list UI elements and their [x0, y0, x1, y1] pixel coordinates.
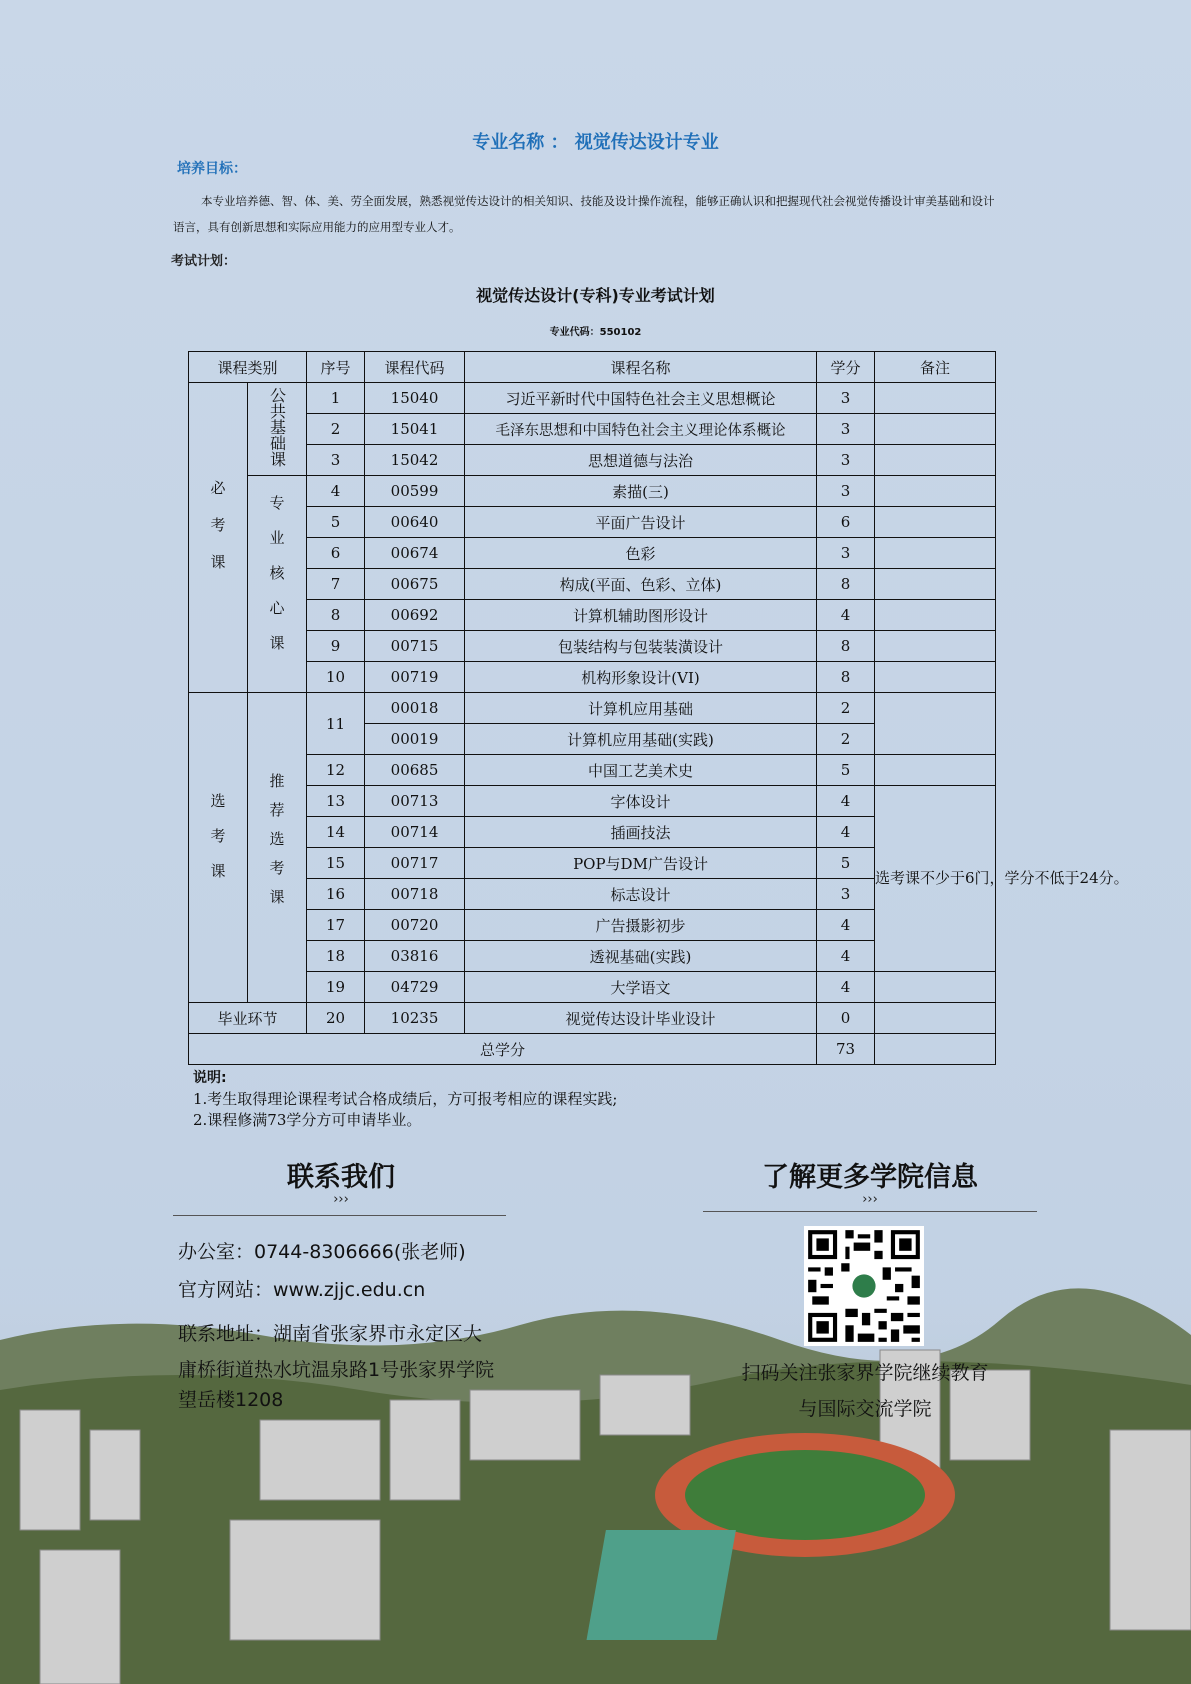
group-required: 必考课	[189, 383, 248, 693]
header-category: 课程类别	[189, 352, 307, 383]
plan-title: 视觉传达设计(专科)专业考试计划	[476, 286, 715, 305]
group-graduation: 毕业环节	[189, 1003, 307, 1034]
table-row: 选考课 推荐选考课 11 00018 计算机应用基础 2	[189, 693, 996, 724]
more-chevron-icon: ›››	[862, 1192, 878, 1207]
table-row: 12 00685 中国工艺美术史 5	[189, 755, 996, 786]
table-row: 10 00719 机构形象设计(VI) 8	[189, 662, 996, 693]
group-core: 专业核心课	[248, 476, 307, 693]
total-row	[189, 1034, 996, 1065]
elective-note: 选考课不少于6门，学分不低于24分。	[875, 786, 996, 972]
table-row: 00019 计算机应用基础(实践) 2	[189, 724, 996, 755]
contact-address-line3: 望岳楼1208	[178, 1389, 284, 1411]
note-item: 1.考生取得理论课程考试合格成绩后，方可报考相应的课程实践;	[193, 1090, 618, 1108]
table-row: 5 00640 平面广告设计 6	[189, 507, 996, 538]
group-recommended: 推荐选考课	[248, 693, 307, 1003]
exam-plan-table	[188, 351, 1129, 1065]
group-public: 公共基础课	[248, 383, 307, 476]
table-row: 3 15042 思想道德与法治 3	[189, 445, 996, 476]
qr-code-icon[interactable]	[804, 1226, 924, 1346]
header-remark: 备注	[875, 352, 996, 383]
table-row: 6 00674 色彩 3	[189, 538, 996, 569]
table-header-row	[189, 352, 996, 383]
contact-address-line2: 庸桥街道热水坑温泉路1号张家界学院	[178, 1359, 495, 1381]
contact-heading: 联系我们	[287, 1162, 395, 1193]
table-row: 2 15041 毛泽东思想和中国特色社会主义理论体系概论 3	[189, 414, 996, 445]
qr-caption-line1: 扫码关注张家界学院继续教育	[741, 1362, 989, 1384]
goal-label: 培养目标：	[177, 161, 247, 177]
contact-website[interactable]: 官方网站：www.zjjc.edu.cn	[178, 1279, 426, 1301]
header-credit: 学分	[817, 352, 875, 383]
plan-code: 专业代码：550102	[549, 327, 642, 338]
goal-text: 本专业培养德、智、体、美、劳全面发展，熟悉视觉传达设计的相关知识、技能及设计操作流程，能够正确认识和把握现代社会视觉传播设计审美基础和设计语言，具有创新思想和实际应用能力的应用型专业人才。	[173, 194, 995, 234]
table-row: 19 04729 大学语文 4	[189, 972, 996, 1003]
contact-address-line1: 联系地址：湖南省张家界市永定区大	[178, 1323, 483, 1345]
table-row: 专业核心课 4 00599 素描(三) 3	[189, 476, 996, 507]
table-row: 14 00714 插画技法 4	[189, 817, 996, 848]
table-row: 9 00715 包装结构与包装装潢设计 8	[189, 631, 996, 662]
qr-caption-line2: 与国际交流学院	[798, 1398, 932, 1420]
notes-heading: 说明:	[193, 1070, 227, 1086]
contact-office: 办公室：0744-8306666(张老师)	[178, 1241, 466, 1263]
table-row: 7 00675 构成(平面、色彩、立体) 8	[189, 569, 996, 600]
table-row: 18 03816 透视基础(实践) 4	[189, 941, 996, 972]
contact-divider	[173, 1215, 506, 1216]
exam-plan-label: 考试计划：	[171, 254, 237, 269]
note-item: 2.课程修满73学分方可申请毕业。	[193, 1111, 422, 1129]
contact-chevron-icon: ›››	[333, 1192, 349, 1207]
total-credit: 73	[817, 1034, 875, 1065]
notes	[193, 1068, 617, 1131]
header-name: 课程名称	[465, 352, 817, 383]
more-info-heading: 了解更多学院信息	[762, 1162, 978, 1193]
total-label: 总学分	[189, 1034, 817, 1065]
header-code: 课程代码	[365, 352, 465, 383]
table-row: 15 00717 POP与DM广告设计 5	[189, 848, 996, 879]
table-row: 必考课 公共基础课 1 15040 习近平新时代中国特色社会主义思想概论 3	[189, 383, 996, 414]
table-row: 毕业环节 20 10235 视觉传达设计毕业设计 0	[189, 1003, 996, 1034]
table-row: 8 00692 计算机辅助图形设计 4	[189, 600, 996, 631]
more-divider	[703, 1211, 1037, 1212]
table-row: 16 00718 标志设计 3	[189, 879, 996, 910]
table-row: 13 00713 字体设计 4 选考课不少于6门，学分不低于24分。	[189, 786, 996, 817]
table-row: 17 00720 广告摄影初步 4	[189, 910, 996, 941]
major-title: 专业名称 ： 视觉传达设计专业	[472, 132, 719, 153]
group-elective: 选考课	[189, 693, 248, 1003]
header-no: 序号	[307, 352, 365, 383]
